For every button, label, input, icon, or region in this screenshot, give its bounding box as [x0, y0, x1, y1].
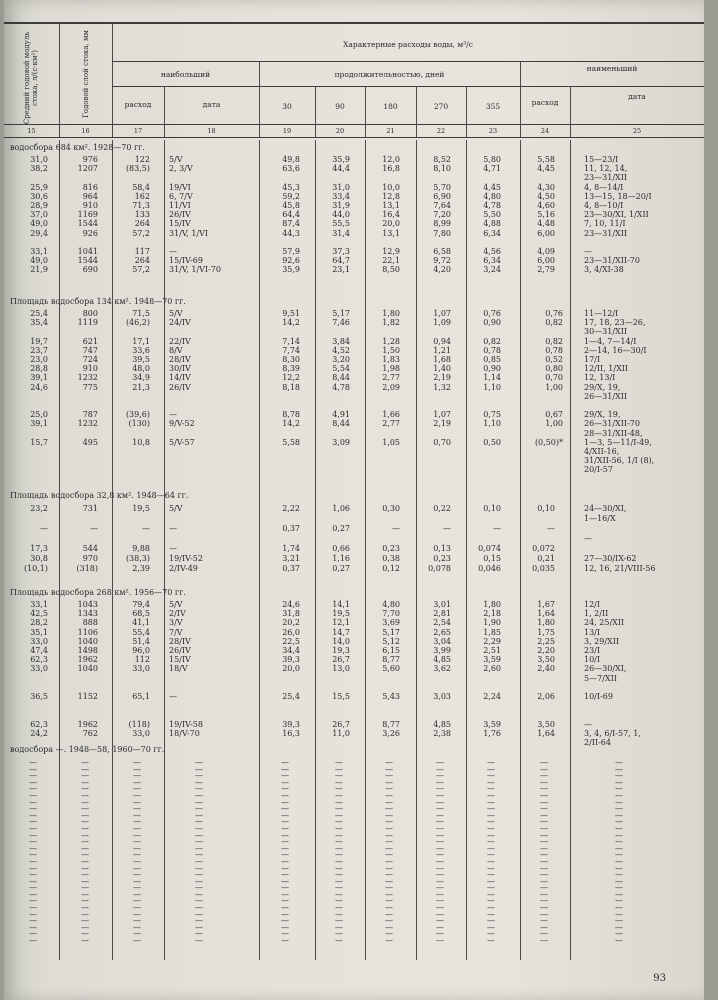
header-max-rashod: расход — [124, 100, 152, 109]
s3-col20: 1,06 0,27 0,66 1,16 0,27 — [332, 504, 350, 573]
s2-col17: 71,5 (46,2) 17,1 33,6 39,5 48,0 34,9 21,3 (39,6) (130) 10,8 — [125, 309, 150, 447]
s1-col23: 5,80 4,71 4,45 4,80 4,78 5,50 4,88 6,34 4,56 6,34 3,24 — [483, 155, 501, 275]
dash-col20: — — — — — — — — — — — — — — — — — — — — — — — — — — — — — [335, 758, 343, 946]
s3-col23: 0,10 — 0,074 0,15 0,046 — [478, 504, 501, 573]
header-min: наименьший — [586, 64, 638, 73]
s1-col25: 15—23/I 11, 12, 14, 23—31/XII 4, 8—14/I 13—15, 18—20/I 4, 8—10/I 23—30/XI, 1/XII 7, 10, 11/I 23—31/XII — 23—31/XII-70 3, 4/XI-38 — [584, 155, 652, 275]
header-min-data: дата — [628, 92, 646, 101]
s4-col17: 79,4 68,5 41,1 55,4 51,4 96,0 112 33,0 65,1 (118) 33,0 — [128, 600, 150, 738]
s3-col22: 0,22 — 0,13 0,23 0,078 — [428, 504, 451, 573]
colnum-15: 15 — [27, 127, 36, 135]
colnum-19: 19 — [282, 127, 292, 135]
header-group: Характерные расходы воды, м³/с — [343, 40, 473, 49]
s2-col18: 5/V 24/IV 22/IV 8/V 28/IV 30/IV 14/IV 26/IV — 9/V-52 5/V-57 — [169, 309, 195, 447]
header-d355: 355 — [485, 102, 501, 111]
s4-col25: 12/I 1, 2/II 24, 25/XII 13/I 3, 29/XII 23/I 10/I 26—30/XI, 5—7/XII 10/I-69 — 3, 4, 6/I-57, 1, 2/II-64 — [584, 600, 641, 748]
s3-col17: 19,5 — 9,88 (38,3) 2,39 — [125, 504, 150, 573]
dash-col22: — — — — — — — — — — — — — — — — — — — — — — — — — — — — — [436, 758, 444, 946]
colnum-24: 24 — [540, 127, 550, 135]
s2-col22: 1,07 1,09 0,94 1,21 1,68 1,40 2,19 1,32 1,07 2,19 0,70 — [433, 309, 451, 447]
colnum-21: 21 — [386, 127, 395, 135]
section-title: Площадь водосбора 32,8 км². 1948—64 гг. — [10, 491, 189, 500]
numbers-rule — [4, 137, 704, 138]
header-subrule-2 — [112, 86, 704, 87]
dash-col23: — — — — — — — — — — — — — — — — — — — — — — — — — — — — — [487, 758, 495, 946]
s1-col17: 122 (83,5) 58,4 162 71,3 133 264 57,2 117 264 57,2 — [125, 155, 150, 275]
s2-col23: 0,76 0,90 0,82 0,78 0,85 0,90 1,14 1,10 0,75 1,10 0,50 — [483, 309, 501, 447]
s3-col16: 731 — 544 970 (318) — [76, 504, 98, 573]
s1-col16: 976 1207 816 964 910 1169 1544 926 1041 1544 690 — [77, 155, 98, 275]
s1-col22: 8,52 8,10 5,70 6,90 7,64 7,20 8,99 7,80 6,58 9,72 4,20 — [433, 155, 451, 275]
colnum-16: 16 — [81, 127, 90, 135]
s2-col20: 5,17 7,46 3,84 4,52 3,20 5,54 8,44 4,78 4,91 8,44 3,09 — [332, 309, 350, 447]
section-title: водосбора —. 1948—58, 1960—70 гг. — [10, 745, 165, 754]
col-divider — [59, 24, 60, 137]
dash-col15: — — — — — — — — — — — — — — — — — — — — — — — — — — — — — [29, 758, 37, 946]
header-d30: 30 — [282, 102, 292, 111]
document-page — [4, 0, 704, 1000]
header-max: наибольший — [160, 70, 211, 79]
s4-col22: 3,01 2,81 2,54 2,65 3,04 3,99 4,85 3,62 3,03 4,85 2,38 — [433, 600, 451, 738]
s4-col24: 1,67 1,64 1,80 1,75 2,25 2,20 3,50 2,40 2,06 3,50 1,64 — [537, 600, 555, 738]
body-divider — [112, 140, 113, 960]
dash-col24: — — — — — — — — — — — — — — — — — — — — — — — — — — — — — [540, 758, 548, 946]
s1-col15: 31,0 38,2 25,9 30,6 28,9 37,0 49,0 29,4 33,1 49,0 21,9 — [30, 155, 48, 275]
s2-col25: 11—12/I 17, 18, 23—26, 30—31/XII 1—4, 7—14/I 2—14, 16—30/I 17/I 12/II, 1/XII 12, 13/I 29/X, 19, 26—31/XII 29/X, 19, 26—31/XII-70 28—31/XII-48, 1—3, 5—11/I-49, 4/XII-16, 31/XII-56, 1/I (8), 20/I-57 — [584, 309, 655, 475]
header-bottom-rule — [4, 124, 704, 125]
s2-col21: 1,80 1,82 1,28 1,50 1,83 1,98 2,77 2,09 1,66 2,77 1,05 — [382, 309, 400, 447]
header-duration: продолжительностью, дней — [334, 70, 445, 79]
s3-col18: 5/V — — 19/IV-52 2/IV-49 — [169, 504, 203, 573]
body-divider — [520, 140, 521, 960]
dash-col25: — — — — — — — — — — — — — — — — — — — — — — — — — — — — — [615, 758, 623, 946]
body-divider — [59, 140, 60, 960]
colnum-20: 20 — [335, 127, 345, 135]
s4-col16: 1043 1343 888 1106 1040 1498 1962 1040 1152 1962 762 — [77, 600, 98, 738]
s4-col21: 4,80 7,70 3,69 5,17 5,12 6,15 8,77 5,60 5,43 8,77 3,26 — [382, 600, 400, 738]
header-d90: 90 — [335, 102, 345, 111]
s2-col19: 9,51 14,2 7,14 7,74 8,30 8,39 12,2 8,18 8,78 14,2 5,58 — [282, 309, 300, 447]
dash-col19: — — — — — — — — — — — — — — — — — — — — — — — — — — — — — [281, 758, 289, 946]
s3-col25: 24—30/XI, 1—16/X — 27—30/IX-62 12, 16, 21/VIII-56 — [584, 504, 656, 573]
s1-col20: 35,9 44,4 31,0 33,4 31,9 44,0 55,5 31,4 37,3 64,7 23,1 — [332, 155, 350, 275]
s1-col18: 5/V 2, 3/V 19/VI 6, 7/V 11/VI 26/IV 15/IV 31/V, 1/VI — 15/IV-69 31/V, 1/VI-70 — [169, 155, 221, 275]
s4-col23: 1,80 2,18 1,90 1,85 2,29 2,51 3,59 2,60 2,24 3,59 1,76 — [483, 600, 501, 738]
s2-col15: 25,4 35,4 19,7 23,7 23,0 28,8 39,1 24,6 25,0 39,1 15,7 — [30, 309, 48, 447]
page-number: 93 — [653, 973, 666, 984]
header-min-rashod: расход — [531, 98, 559, 107]
body-divider — [164, 140, 165, 960]
dash-col17: — — — — — — — — — — — — — — — — — — — — — — — — — — — — — [133, 758, 141, 946]
colnum-18: 18 — [207, 127, 216, 135]
dash-col16: — — — — — — — — — — — — — — — — — — — — — — — — — — — — — [81, 758, 89, 946]
header-col16: Годовой слой стока, мм — [82, 30, 90, 118]
s1-col19: 49,8 63,6 45,3 59,2 45,8 64,4 87,4 44,3 57,9 92,6 35,9 — [282, 155, 300, 275]
s2-col16: 800 1119 621 747 724 910 1232 775 787 1232 495 — [77, 309, 98, 447]
body-divider — [416, 140, 417, 960]
header-col15: Средний годовой модуль стока, л/(с·км²) — [23, 31, 39, 125]
colnum-22: 22 — [436, 127, 446, 135]
s4-col19: 24,6 31,8 20,2 26,0 22,5 34,4 39,3 20,0 25,4 39,3 16,3 — [282, 600, 300, 738]
section-title: Площадь водосбора 134 км². 1948—70 гг. — [10, 297, 186, 306]
s3-col19: 2,22 0,37 1,74 3,21 0,37 — [282, 504, 300, 573]
section-title: Площадь водосбора 268 км². 1956—70 гг. — [10, 588, 186, 597]
colnum-17: 17 — [133, 127, 143, 135]
body-divider — [466, 140, 467, 960]
header-d180: 180 — [383, 102, 398, 111]
table-top-rule — [4, 22, 704, 24]
body-divider — [570, 140, 571, 960]
header-max-data: дата — [202, 100, 221, 109]
s3-col15: 23,2 — 17,3 30,8 (10,1) — [23, 504, 48, 573]
header-subrule — [112, 61, 704, 62]
s3-col24: 0,10 — 0,072 0,21 0,035 — [532, 504, 555, 573]
section-title: водосбора 684 км². 1928—70 гг. — [10, 143, 145, 152]
s2-col24: 0,76 0,82 0,82 0,78 0,52 0,80 0,70 1,00 0,67 1,00 (0,50)* — [534, 309, 563, 447]
s4-col18: 5/V 2/IV 3/V 7/V 28/IV 26/IV 15/IV 18/V — 19/IV-58 18/V-70 — [169, 600, 203, 738]
dash-col18: — — — — — — — — — — — — — — — — — — — — — — — — — — — — — [195, 758, 203, 946]
s4-col20: 14,1 19,5 12,1 14,7 14,0 19,3 26,7 13,0 15,5 26,7 11,0 — [332, 600, 350, 738]
s1-col24: 5,58 4,45 4,30 4,50 4,60 5,16 4,48 6,00 4,09 6,00 2,79 — [537, 155, 555, 275]
dash-col21: — — — — — — — — — — — — — — — — — — — — — — — — — — — — — [385, 758, 393, 946]
colnum-25: 25 — [632, 127, 642, 135]
body-divider — [365, 140, 366, 960]
colnum-23: 23 — [488, 127, 498, 135]
body-divider — [259, 140, 260, 960]
header-d270: 270 — [433, 102, 449, 111]
s3-col21: 0,30 — 0,23 0,38 0,12 — [382, 504, 400, 573]
s1-col21: 12,0 16,8 10,0 12,8 13,1 16,4 20,0 13,1 12,9 22,1 8,50 — [382, 155, 400, 275]
body-divider — [315, 140, 316, 960]
s4-col15: 33,1 42,5 28,2 35,1 33,0 47,4 62,3 33,0 36,5 62,3 24,2 — [30, 600, 48, 738]
